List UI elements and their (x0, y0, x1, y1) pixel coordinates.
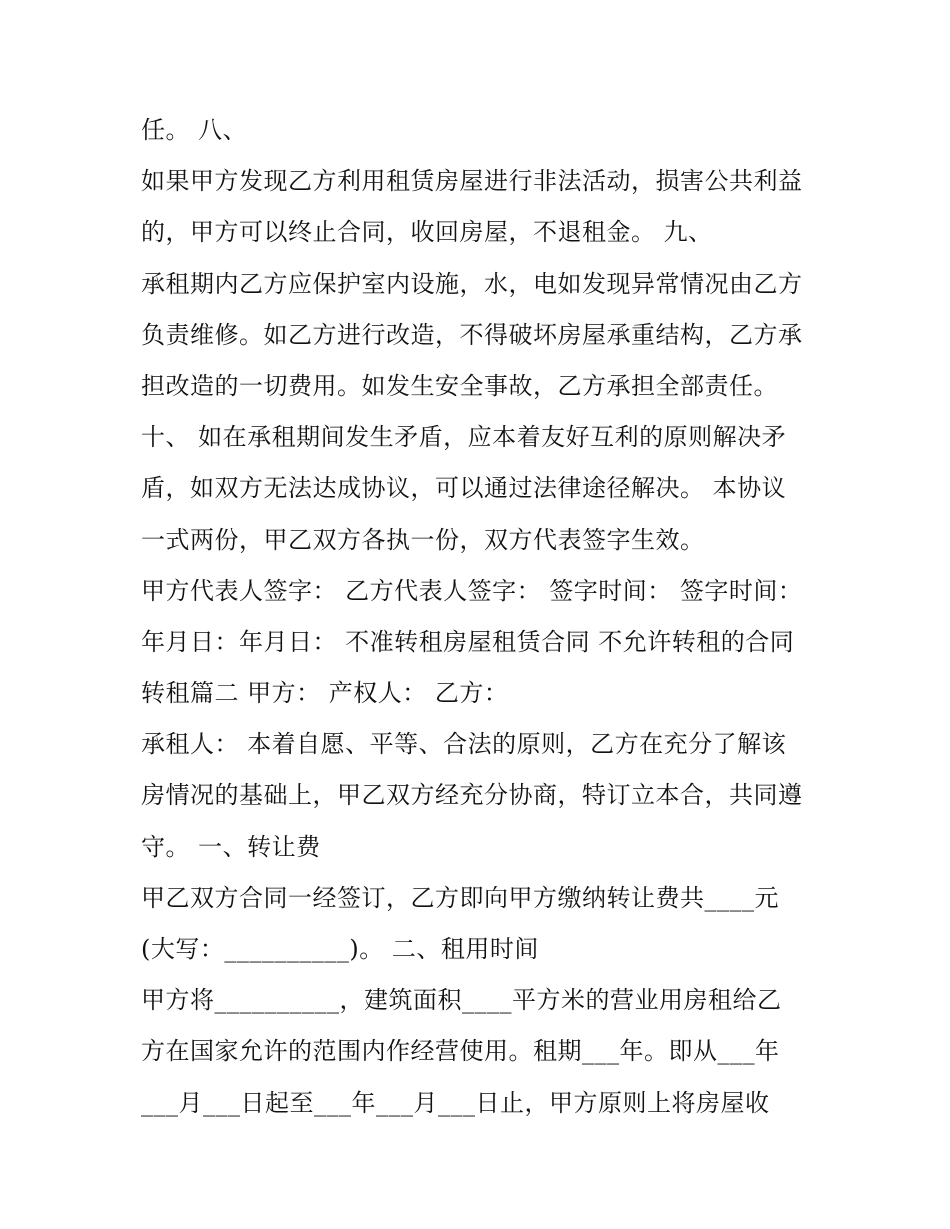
section-heading-line: 守。 一、转让费 (141, 832, 321, 861)
text-line: 房情况的基础上，甲乙双方经充分协商，特订立本合，共同遵 (141, 781, 803, 810)
text-line: 甲乙双方合同一经签订，乙方即向甲方缴纳转让费共____元 (141, 883, 779, 912)
text-line: 的，甲方可以终止合同，收回房屋，不退租金。 九、 (141, 218, 713, 247)
text-line: 如果甲方发现乙方利用租赁房屋进行非法活动，损害公共利益 (141, 167, 803, 196)
section-heading-line: (大写：__________)。 二、租用时间 (141, 935, 539, 963)
text-line: 任。 八、 (141, 116, 248, 144)
text-line: 转租篇二 甲方： 产权人： 乙方： (141, 679, 509, 708)
text-line: 负责维修。如乙方进行改造，不得破坏房屋承重结构，乙方承 (141, 320, 803, 349)
text-line: 年月日：年月日： 不准转租房屋租赁合同 不允许转租的合同 (141, 627, 795, 656)
text-line: 方在国家允许的范围内作经营使用。租期___年。即从___年 (141, 1037, 780, 1066)
text-line: ___月___日起至___年___月___日止，甲方原则上将房屋收 (141, 1088, 770, 1117)
text-line: 盾，如双方无法达成协议，可以通过法律途径解决。 本协议 (141, 474, 787, 503)
document-body (141, 110, 821, 1134)
text-line: 承租人： 本着自愿、平等、合法的原则，乙方在充分了解该 (141, 730, 787, 759)
text-line: 十、 如在承租期间发生矛盾，应本着友好互利的原则解决矛 (141, 423, 787, 452)
text-line: 甲方将__________，建筑面积____平方米的营业用房租给乙 (141, 986, 782, 1015)
text-line: 一式两份，甲乙双方各执一份，双方代表签字生效。 (141, 525, 705, 554)
signature-line: 甲方代表人签字： 乙方代表人签字： 签字时间： 签字时间： (141, 576, 803, 605)
text-line: 担改造的一切费用。如发生安全事故，乙方承担全部责任。 (141, 371, 778, 400)
text-line: 承租期内乙方应保护室内设施，水，电如发现异常情况由乙方 (141, 269, 803, 298)
